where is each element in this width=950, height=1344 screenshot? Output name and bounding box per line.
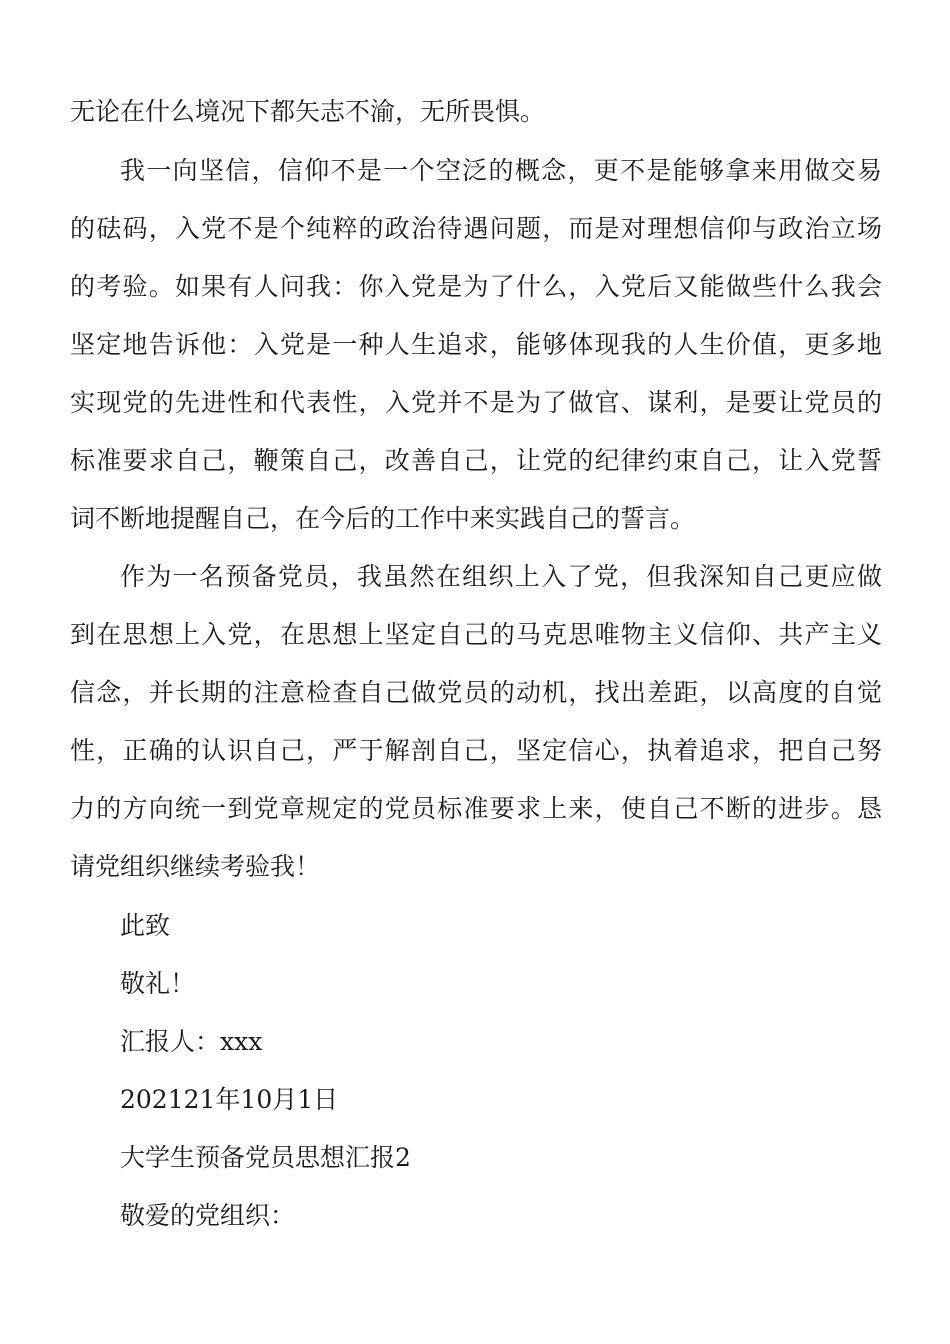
paragraph-line: 性，正确的认识自己，严于解剖自己，坚定信心，执着追求，把自己努 <box>70 736 882 765</box>
closing-regards: 敬礼！ <box>120 969 196 998</box>
greeting-line: 敬爱的党组织： <box>120 1201 296 1230</box>
paragraph-line: 词不断地提醒自己，在今后的工作中来实践自己的誓言。 <box>70 504 696 533</box>
paragraph-line: 我一向坚信，信仰不是一个空泛的概念，更不是能够拿来用做交易 <box>120 156 882 185</box>
paragraph-line: 的砝码，入党不是个纯粹的政治待遇问题，而是对理想信仰与政治立场 <box>70 214 882 243</box>
paragraph-line: 信念，并长期的注意检查自己做党员的动机，找出差距，以高度的自觉 <box>70 678 882 707</box>
paragraph-line: 标准要求自己，鞭策自己，改善自己，让党的纪律约束自己，让入党誓 <box>70 446 882 475</box>
paragraph-line: 的考验。如果有人问我：你入党是为了什么，入党后又能做些什么我会 <box>70 272 882 301</box>
paragraph-line: 请党组织继续考验我！ <box>70 852 321 881</box>
paragraph-line: 力的方向统一到党章规定的党员标准要求上来，使自己不断的进步。恳 <box>70 794 882 823</box>
closing-salutation: 此致 <box>120 911 171 940</box>
paragraph-line: 作为一名预备党员，我虽然在组织上入了党，但我深知自己更应做 <box>120 562 882 591</box>
paragraph-line: 坚定地告诉他：入党是一种人生追求，能够体现我的人生价值，更多地 <box>70 330 882 359</box>
paragraph-line: 到在思想上入党，在思想上坚定自己的马克思唯物主义信仰、共产主义 <box>70 620 882 649</box>
paragraph-line: 无论在什么境况下都矢志不渝，无所畏惧。 <box>70 97 546 126</box>
reporter-line: 汇报人：xxx <box>120 1027 263 1056</box>
report-date: 202121年10月1日 <box>120 1085 339 1114</box>
paragraph-line: 实现党的先进性和代表性，入党并不是为了做官、谋利，是要让党员的 <box>70 388 882 417</box>
section-title: 大学生预备党员思想汇报2 <box>120 1143 411 1172</box>
